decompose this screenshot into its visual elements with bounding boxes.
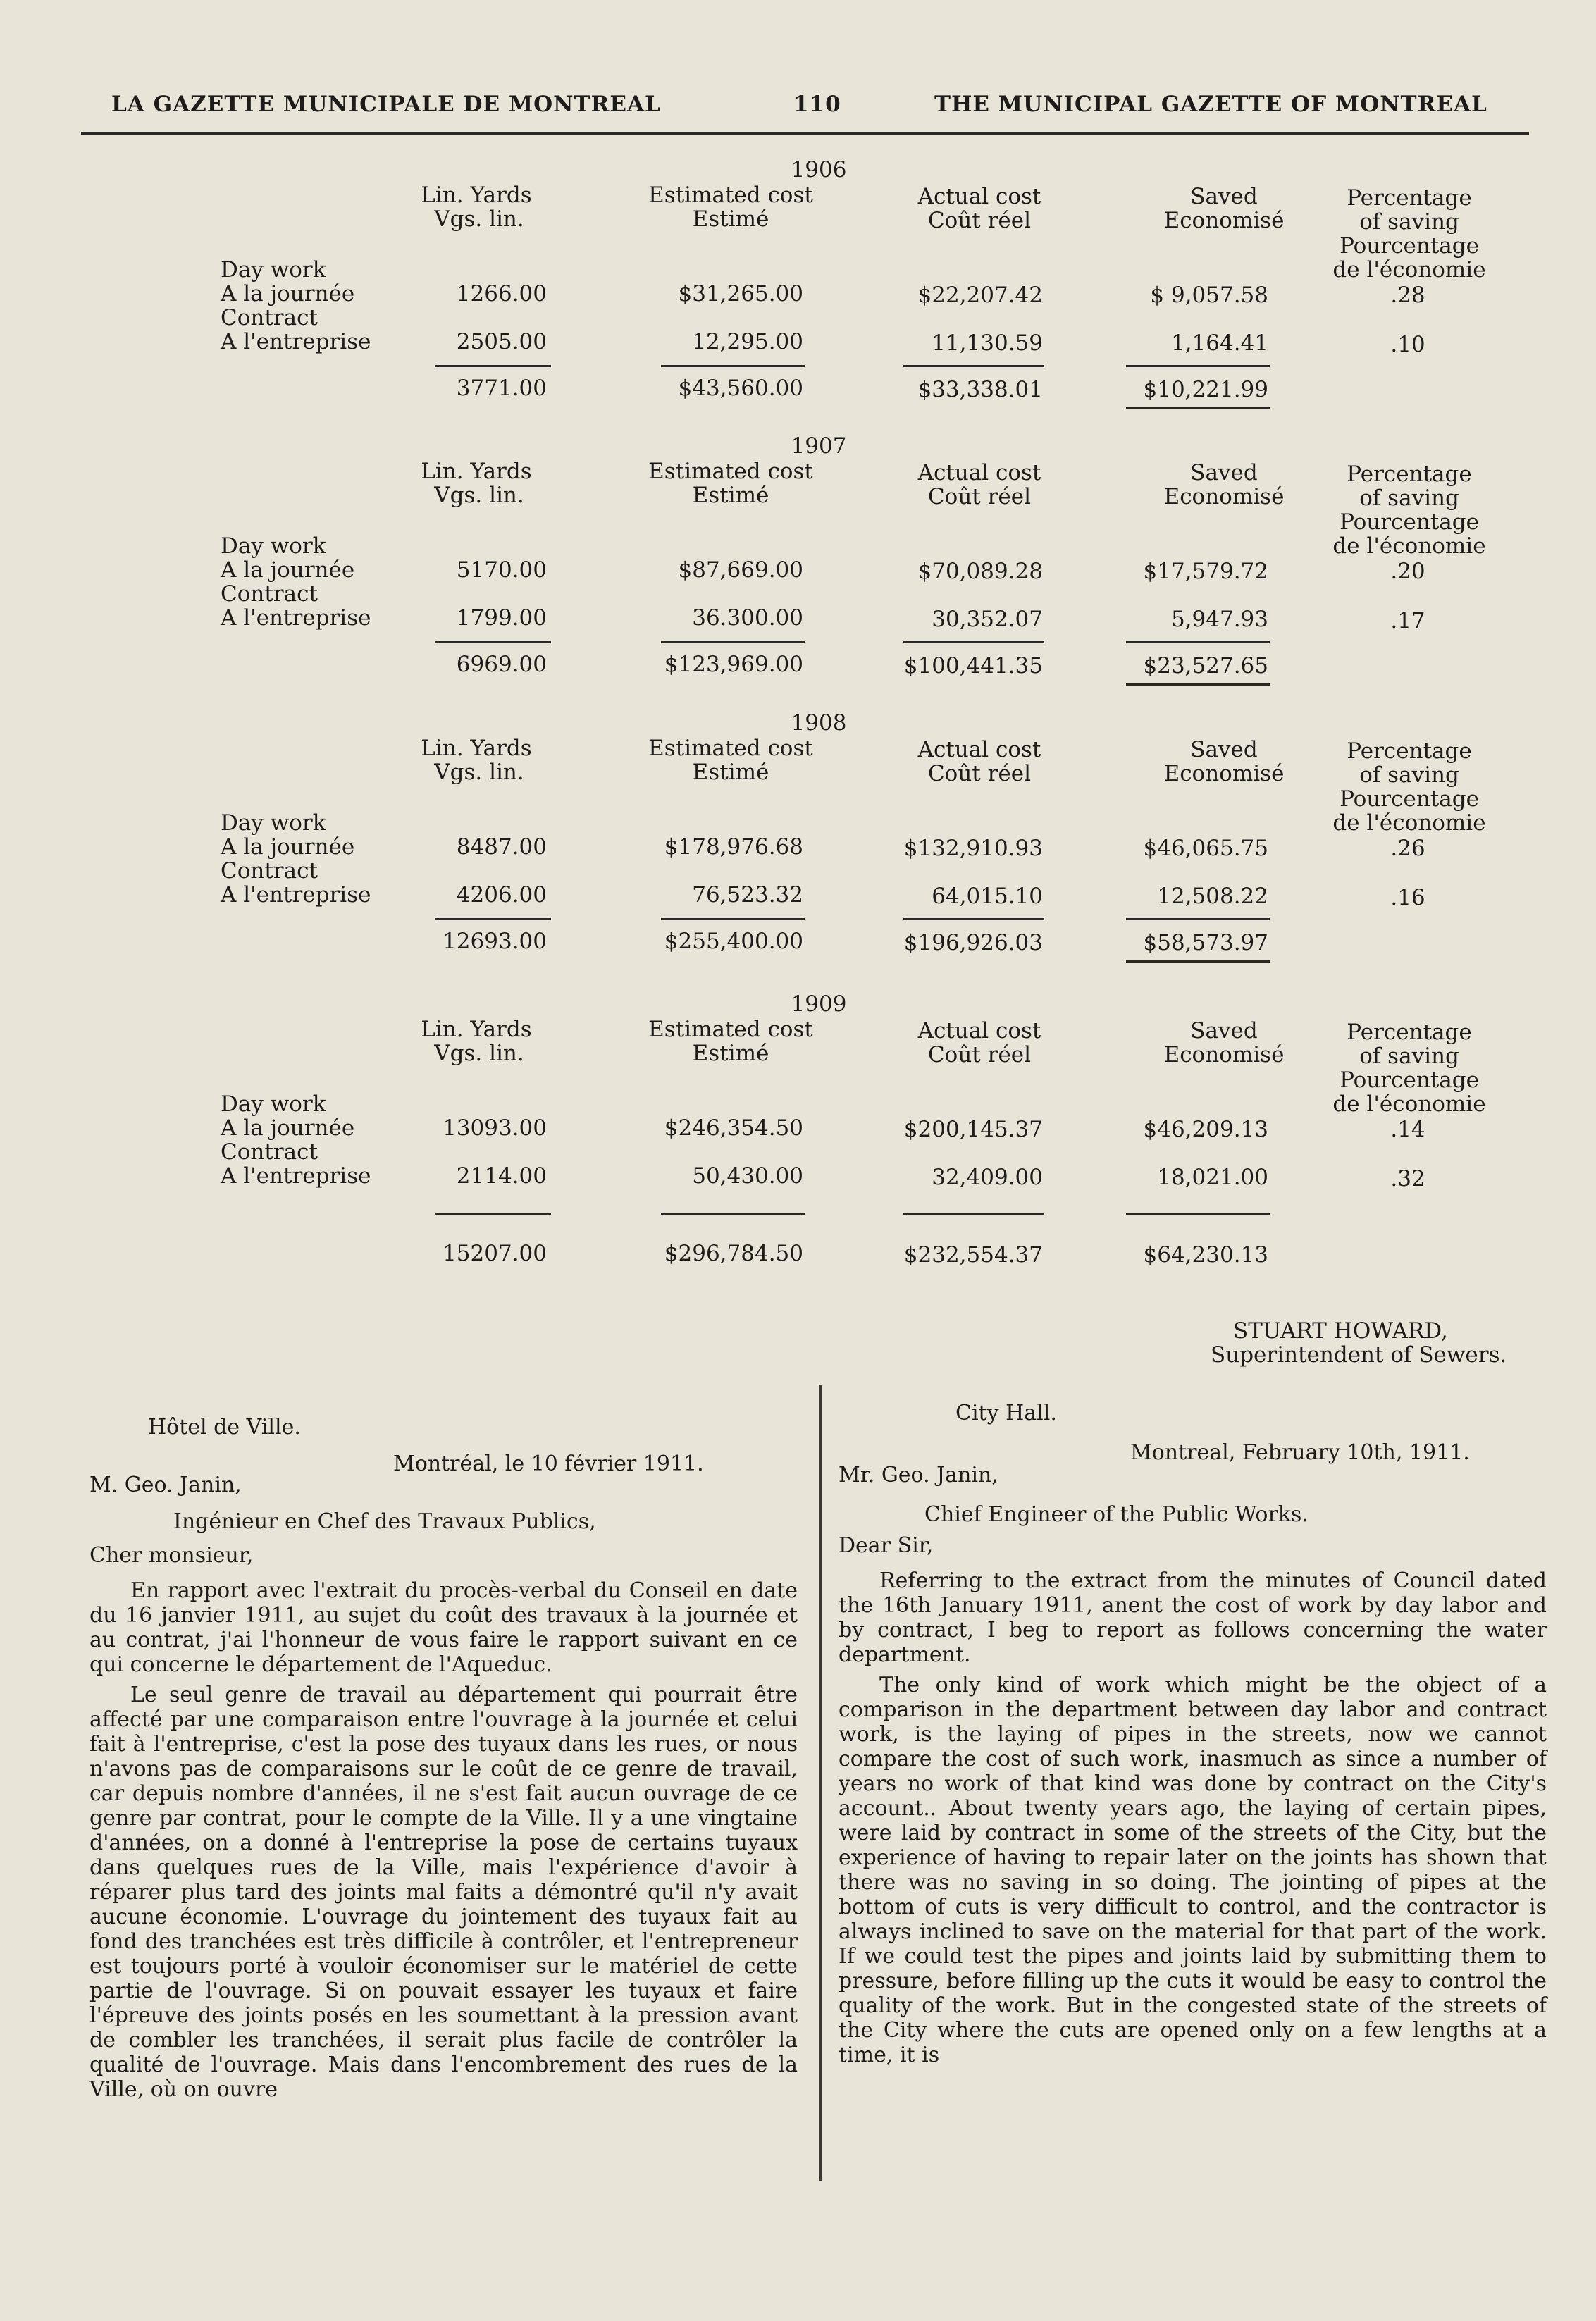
total-actual-cost: $100,441.35 [903, 653, 1043, 679]
total-estimated-cost: $255,400.00 [664, 929, 803, 954]
subtotal-rule [661, 641, 805, 643]
fr-recipient: M. Geo. Janin, [89, 1473, 242, 1497]
en-paragraph-2: The only kind of work which might be the object of a comparison in the department between day labor and contract work, is the laying of pipes in the streets, now we cannot compare the cost of such work, inasmuch as since a number of years no work of that kind was done by contract on the City's account.. About twenty years ago, the laying of certain pipes, were laid by contract in some of the streets of the City, but the experience of having to repair later on the joints has shown that there was no saving in so doing. The jointing of pipes at the bottom of cuts is very difficult to control, and the contractor is always inclined to save on the material for that part of the work. If we could test the pipes and joints laid by submitting them to pressure, before filling up the cuts it would be easy to control the quality of the work. But in the congested state of the streets of the City where the cuts are opened only on a few lengths at a time, it is [839, 1673, 1547, 2067]
day-lin-yards: 13093.00 [443, 1115, 547, 1141]
col-header-economise: Economisé [1163, 761, 1285, 786]
total-rule [1126, 407, 1270, 409]
en-recipient: Mr. Geo. Janin, [839, 1463, 998, 1487]
col-header-saved: Saved [1190, 184, 1258, 209]
col-header-vgs-lin: Vgs. lin. [434, 1041, 524, 1066]
fr-paragraph-1: En rapport avec l'extrait du procès-verbal du Conseil en date du 16 janvier 1911, au sujet du coût des travaux à la journée et au contrat, j'ai l'honneur de vous faire le rapport suivant en ce qui concerne le département de l'Aqueduc. [89, 1578, 798, 1677]
col-header-of-saving: of saving [1359, 1044, 1459, 1069]
total-lin-yards: 6969.00 [456, 652, 547, 677]
col-header-economise: Economisé [1163, 208, 1285, 233]
col-header-percentage: Percentage [1347, 1020, 1472, 1045]
page-number: 110 [793, 92, 841, 117]
row-label-day-work: Day work [221, 810, 326, 836]
header-rule [81, 132, 1529, 135]
col-header-estime: Estimé [692, 1041, 769, 1066]
day-saved: $17,579.72 [1143, 559, 1268, 584]
col-header-pourcentage: Pourcentage [1340, 786, 1479, 812]
col-header-economise: Economisé [1163, 1042, 1285, 1067]
col-header-cout-reel: Coût réel [927, 208, 1032, 233]
day-lin-yards: 1266.00 [456, 281, 547, 307]
subtotal-rule [1126, 641, 1270, 643]
contract-estimated-cost: 76,523.32 [692, 882, 803, 908]
total-rule [1126, 683, 1270, 686]
day-estimated-cost: $246,354.50 [664, 1115, 803, 1141]
subtotal-rule [903, 1213, 1044, 1215]
total-saved: $23,527.65 [1143, 653, 1268, 679]
col-header-actual: Actual cost [917, 737, 1041, 762]
row-label-a-lentreprise: A l'entreprise [221, 329, 371, 354]
row-label-a-la-journee: A la journée [221, 281, 355, 307]
contract-saved: 18,021.00 [1157, 1165, 1268, 1190]
col-header-actual: Actual cost [917, 460, 1041, 485]
col-header-of-saving: of saving [1359, 485, 1459, 511]
signature-title: Superintendent of Sewers. [1211, 1342, 1507, 1368]
row-label-a-la-journee: A la journée [221, 834, 355, 860]
row-label-day-work: Day work [221, 533, 326, 559]
day-actual-cost: $200,145.37 [903, 1117, 1043, 1142]
contract-actual-cost: 30,352.07 [932, 607, 1043, 632]
en-date: Montreal, February 10th, 1911. [1130, 1440, 1470, 1465]
col-header-pourcentage: Pourcentage [1340, 233, 1479, 259]
row-label-day-work: Day work [221, 257, 326, 283]
day-actual-cost: $22,207.42 [917, 283, 1043, 308]
col-header-percentage: Percentage [1347, 738, 1472, 764]
day-estimated-cost: $178,976.68 [664, 834, 803, 860]
day-estimated-cost: $87,669.00 [678, 557, 803, 583]
fr-paragraph-2: Le seul genre de travail au département qui pourrait être affecté par une comparaison entre l'ouvrage à la journée et celui fait à l'entreprise, c'est la pose des tuyaux dans les rues, or nous n'avons pas de comparaisons sur le coût de ce genre de travail, car depuis nombre d'années, il ne s'est fait aucun ouvrage de ce genre par contrat, pour le compte de la Ville. Il y a une vingtaine d'années, on a donné à l'entreprise la pose de certains tuyaux dans quelques rues de la Ville, mais l'expérience d'avoir à réparer plus tard des joints mal faits a démontré qu'il n'y avait aucune économie. L'ouvrage du jointement des tuyaux fait au fond des tranchées est très difficile à contrôler, et l'entrepreneur est toujours porté à vouloir économiser sur le matériel de cette partie de l'ouvrage. Si on pouvait essayer les tuyaux et faire l'épreuve des joints posés en les soumettant à la pression avant de combler les tranchées, il serait plus facile de contrôler la qualité de l'ouvrage. Mais dans l'encombrement des rues de la Ville, où on ouvre [89, 1683, 798, 2102]
contract-lin-yards: 2505.00 [456, 329, 547, 354]
day-percentage: .20 [1390, 559, 1425, 584]
total-actual-cost: $232,554.37 [903, 1242, 1043, 1268]
day-percentage: .14 [1390, 1117, 1425, 1142]
col-header-saved: Saved [1190, 737, 1258, 762]
col-header-vgs-lin: Vgs. lin. [434, 206, 524, 232]
day-percentage: .28 [1390, 283, 1425, 308]
subtotal-rule [903, 365, 1044, 367]
day-actual-cost: $132,910.93 [903, 836, 1043, 861]
total-estimated-cost: $123,969.00 [664, 652, 803, 677]
total-saved: $58,573.97 [1143, 930, 1268, 955]
total-actual-cost: $196,926.03 [903, 930, 1043, 955]
contract-actual-cost: 32,409.00 [932, 1165, 1043, 1190]
fr-body [89, 1578, 798, 2102]
day-saved: $46,209.13 [1143, 1117, 1268, 1142]
total-actual-cost: $33,338.01 [917, 377, 1043, 402]
total-saved: $64,230.13 [1143, 1242, 1268, 1268]
year-heading-1909: 1909 [791, 991, 847, 1017]
col-header-cout-reel: Coût réel [927, 484, 1032, 509]
col-header-saved: Saved [1190, 460, 1258, 485]
contract-saved: 5,947.93 [1170, 607, 1268, 632]
total-rule [1126, 960, 1270, 963]
en-salutation: Dear Sir, [839, 1533, 934, 1558]
col-header-lin-yards: Lin. Yards [421, 182, 532, 208]
day-lin-yards: 5170.00 [456, 557, 547, 583]
col-header-percentage: Percentage [1347, 185, 1472, 211]
header-left: LA GAZETTE MUNICIPALE DE MONTREAL [111, 92, 661, 117]
row-label-contract: Contract [221, 581, 318, 607]
subtotal-rule [903, 918, 1044, 920]
subtotal-rule [1126, 1213, 1270, 1215]
contract-lin-yards: 1799.00 [456, 605, 547, 631]
col-header-actual: Actual cost [917, 184, 1041, 209]
subtotal-rule [435, 918, 551, 920]
day-actual-cost: $70,089.28 [917, 559, 1043, 584]
subtotal-rule [1126, 365, 1270, 367]
col-header-of-saving: of saving [1359, 209, 1459, 235]
col-header-de-leconomie: de l'économie [1332, 1091, 1486, 1117]
row-label-contract: Contract [221, 858, 318, 884]
subtotal-rule [903, 641, 1044, 643]
en-body [839, 1568, 1547, 2067]
col-header-of-saving: of saving [1359, 762, 1459, 788]
fr-date: Montréal, le 10 février 1911. [393, 1452, 704, 1476]
year-heading-1907: 1907 [791, 433, 847, 459]
contract-estimated-cost: 12,295.00 [692, 329, 803, 354]
col-header-estimated: Estimated cost [648, 182, 813, 208]
subtotal-rule [435, 641, 551, 643]
day-estimated-cost: $31,265.00 [678, 281, 803, 307]
col-header-estime: Estimé [692, 206, 769, 232]
col-header-estimated: Estimated cost [648, 736, 813, 761]
col-header-percentage: Percentage [1347, 462, 1472, 487]
col-header-estime: Estimé [692, 483, 769, 508]
en-paragraph-1: Referring to the extract from the minutes of Council dated the 16th January 1911, anent the cost of work by day labor and by contract, I beg to report as follows concerning the water department. [839, 1568, 1547, 1667]
day-saved: $46,065.75 [1143, 836, 1268, 861]
day-lin-yards: 8487.00 [456, 834, 547, 860]
row-label-a-la-journee: A la journée [221, 1115, 355, 1141]
row-label-a-lentreprise: A l'entreprise [221, 1163, 371, 1189]
fr-recipient-role: Ingénieur en Chef des Travaux Publics, [173, 1509, 596, 1534]
subtotal-rule [661, 918, 805, 920]
total-lin-yards: 3771.00 [456, 376, 547, 401]
contract-percentage: .10 [1390, 332, 1425, 357]
col-header-economise: Economisé [1163, 484, 1285, 509]
row-label-day-work: Day work [221, 1091, 326, 1117]
header-right: THE MUNICIPAL GAZETTE OF MONTREAL [934, 92, 1487, 117]
col-header-estime: Estimé [692, 760, 769, 785]
total-estimated-cost: $43,560.00 [678, 376, 803, 401]
fr-salutation: Cher monsieur, [89, 1543, 254, 1568]
col-header-vgs-lin: Vgs. lin. [434, 483, 524, 508]
col-header-actual: Actual cost [917, 1018, 1041, 1044]
contract-percentage: .32 [1390, 1166, 1425, 1192]
col-header-cout-reel: Coût réel [927, 1042, 1032, 1067]
contract-percentage: .17 [1390, 608, 1425, 633]
col-header-de-leconomie: de l'économie [1332, 533, 1486, 559]
col-header-lin-yards: Lin. Yards [421, 1017, 532, 1042]
signature-name: STUART HOWARD, [1233, 1318, 1448, 1344]
col-header-de-leconomie: de l'économie [1332, 257, 1486, 283]
subtotal-rule [661, 365, 805, 367]
subtotal-rule [435, 1213, 551, 1215]
total-estimated-cost: $296,784.50 [664, 1241, 803, 1266]
column-divider [819, 1385, 822, 2181]
contract-estimated-cost: 36.300.00 [692, 605, 803, 631]
contract-actual-cost: 64,015.10 [932, 884, 1043, 909]
col-header-cout-reel: Coût réel [927, 761, 1032, 786]
col-header-lin-yards: Lin. Yards [421, 459, 532, 484]
contract-estimated-cost: 50,430.00 [692, 1163, 803, 1189]
subtotal-rule [1126, 918, 1270, 920]
total-lin-yards: 12693.00 [443, 929, 547, 954]
row-label-a-la-journee: A la journée [221, 557, 355, 583]
contract-saved: 12,508.22 [1157, 884, 1268, 909]
row-label-a-lentreprise: A l'entreprise [221, 882, 371, 908]
col-header-de-leconomie: de l'économie [1332, 810, 1486, 836]
col-header-saved: Saved [1190, 1018, 1258, 1044]
col-header-estimated: Estimated cost [648, 459, 813, 484]
total-lin-yards: 15207.00 [443, 1241, 547, 1266]
year-heading-1906: 1906 [791, 157, 847, 182]
year-heading-1908: 1908 [791, 710, 847, 736]
col-header-pourcentage: Pourcentage [1340, 1067, 1479, 1093]
subtotal-rule [661, 1213, 805, 1215]
subtotal-rule [435, 365, 551, 367]
col-header-lin-yards: Lin. Yards [421, 736, 532, 761]
en-place: City Hall. [955, 1401, 1057, 1425]
total-saved: $10,221.99 [1143, 377, 1268, 402]
row-label-contract: Contract [221, 305, 318, 330]
contract-lin-yards: 2114.00 [456, 1163, 547, 1189]
col-header-pourcentage: Pourcentage [1340, 509, 1479, 535]
row-label-contract: Contract [221, 1139, 318, 1165]
day-saved: $ 9,057.58 [1150, 283, 1268, 308]
en-recipient-role: Chief Engineer of the Public Works. [924, 1502, 1309, 1527]
contract-saved: 1,164.41 [1170, 330, 1268, 356]
col-header-vgs-lin: Vgs. lin. [434, 760, 524, 785]
row-label-a-lentreprise: A l'entreprise [221, 605, 371, 631]
contract-lin-yards: 4206.00 [456, 882, 547, 908]
day-percentage: .26 [1390, 836, 1425, 861]
contract-actual-cost: 11,130.59 [932, 330, 1043, 356]
contract-percentage: .16 [1390, 885, 1425, 910]
fr-place: Hôtel de Ville. [148, 1415, 301, 1440]
col-header-estimated: Estimated cost [648, 1017, 813, 1042]
